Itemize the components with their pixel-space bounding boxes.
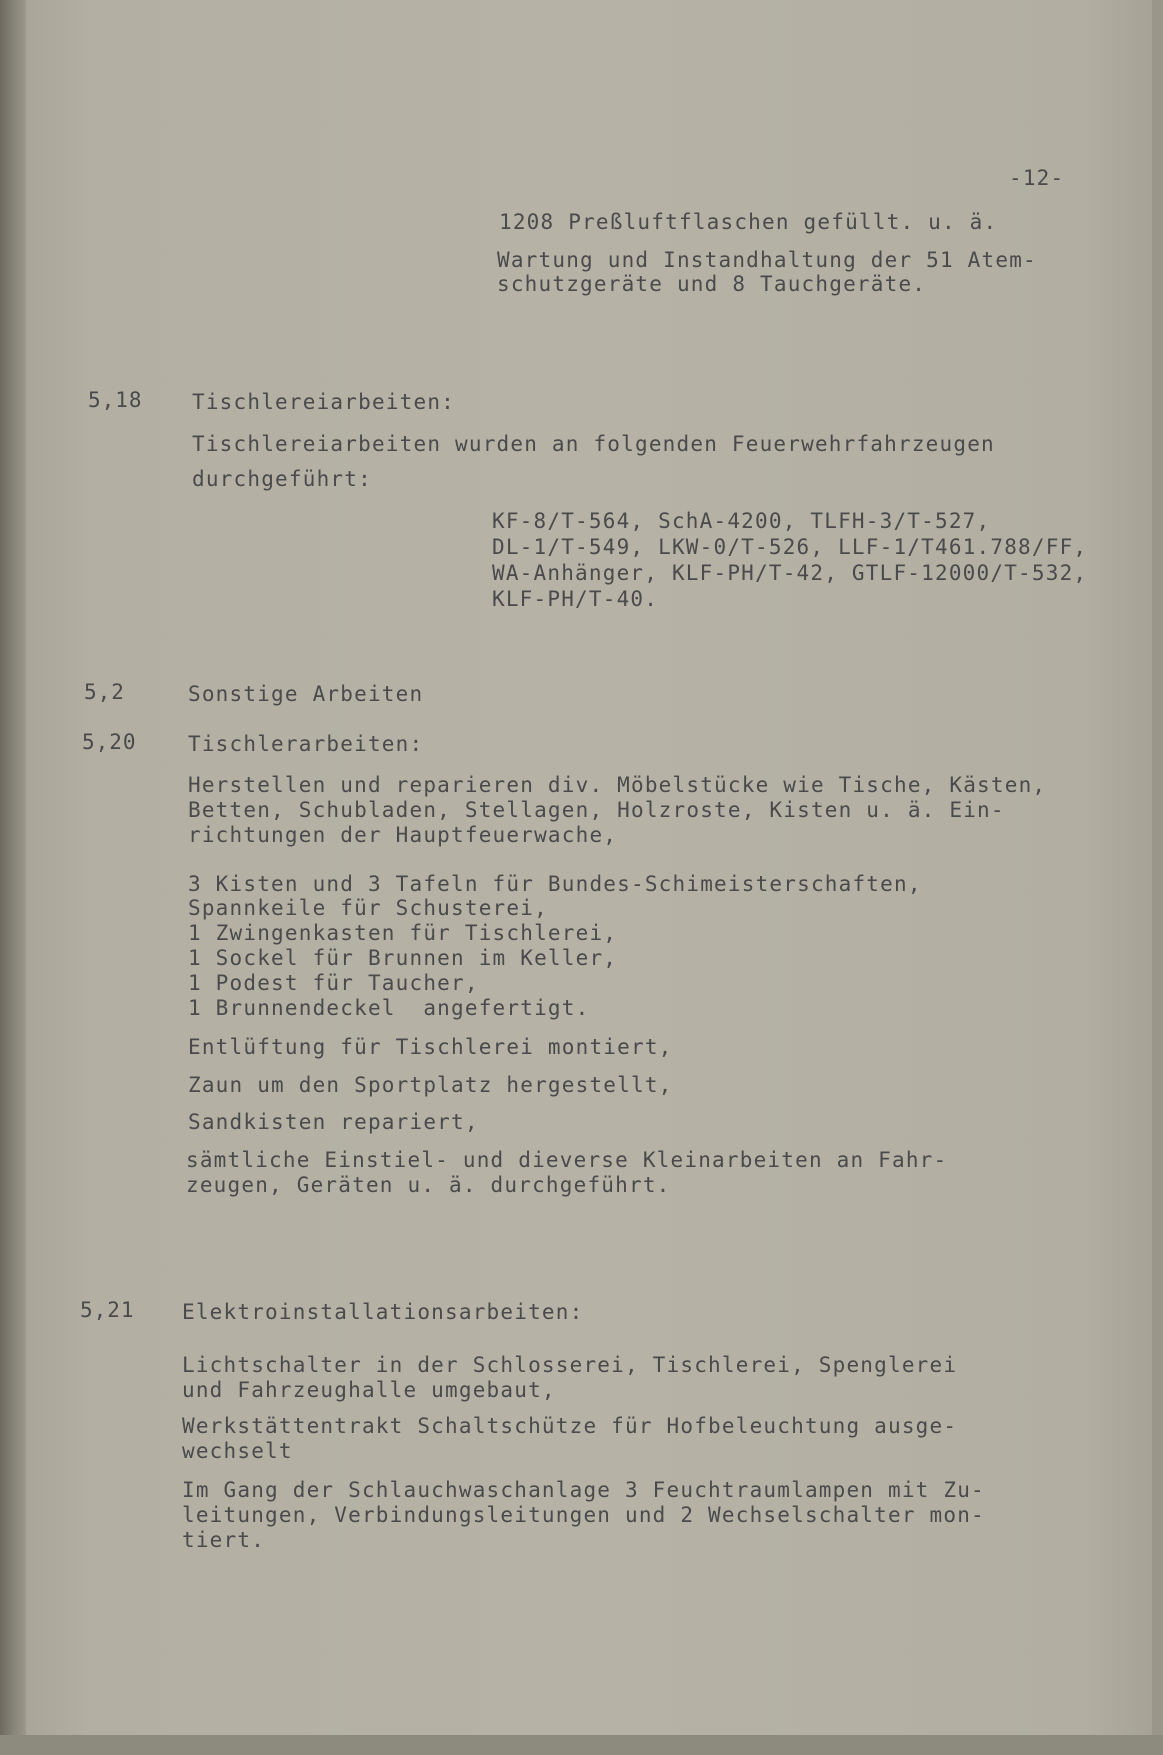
section-5-20-item: 1 Podest für Taucher, bbox=[188, 971, 479, 995]
section-5-20-para-1-line: Betten, Schubladen, Stellagen, Holzroste, Kisten u. ä. Ein- bbox=[188, 798, 1005, 822]
section-5-21-para-1-line: und Fahrzeughalle umgebaut, bbox=[182, 1378, 556, 1402]
section-5-20-item: 1 Sockel für Brunnen im Keller, bbox=[188, 946, 618, 970]
section-5-21-para-3-line: Im Gang der Schlauchwaschanlage 3 Feuchtraumlampen mit Zu- bbox=[182, 1478, 985, 1502]
section-heading-5-2: Sonstige Arbeiten bbox=[188, 682, 424, 706]
section-heading-5-21: Elektroinstallationsarbeiten: bbox=[182, 1300, 584, 1324]
section-5-20-line-a: Entlüftung für Tischlerei montiert, bbox=[188, 1035, 673, 1059]
section-number-5-2: 5,2 bbox=[84, 680, 125, 704]
section-5-21-para-3-line: tiert. bbox=[182, 1528, 266, 1552]
section-5-20-para-3-line: sämtliche Einstiel- und dieverse Kleinarbeiten an Fahr- bbox=[186, 1148, 948, 1172]
page-bottom-edge bbox=[0, 1735, 1163, 1755]
section-5-20-line-b: Zaun um den Sportplatz hergestellt, bbox=[188, 1073, 673, 1097]
section-5-20-item: 1 Brunnendeckel angefertigt. bbox=[188, 996, 590, 1020]
section-5-18-text-2: durchgeführt: bbox=[192, 467, 372, 491]
section-5-20-item: 3 Kisten und 3 Tafeln für Bundes-Schimeisterschaften, bbox=[188, 872, 922, 896]
binding-spine bbox=[0, 0, 26, 1755]
section-5-20-para-3-line: zeugen, Geräten u. ä. durchgeführt. bbox=[186, 1173, 671, 1197]
section-5-20-para-1-line: Herstellen und reparieren div. Möbelstücke wie Tische, Kästen, bbox=[188, 773, 1047, 797]
section-heading-5-20: Tischlerarbeiten: bbox=[188, 732, 424, 756]
document-page bbox=[26, 0, 1152, 1735]
section-5-20-item: Spannkeile für Schusterei, bbox=[188, 896, 548, 920]
section-5-21-para-2-line: Werkstättentrakt Schaltschütze für Hofbeleuchtung ausge- bbox=[182, 1414, 958, 1438]
section-5-20-item: 1 Zwingenkasten für Tischlerei, bbox=[188, 921, 618, 945]
section-5-20-line-c: Sandkisten repariert, bbox=[188, 1110, 479, 1134]
section-heading-5-18: Tischlereiarbeiten: bbox=[192, 390, 456, 414]
vehicle-list-line: WA-Anhänger, KLF-PH/T-42, GTLF-12000/T-532, bbox=[492, 561, 1088, 585]
section-number-5-21: 5,21 bbox=[80, 1298, 135, 1322]
vehicle-list-line: DL-1/T-549, LKW-0/T-526, LLF-1/T461.788/FF, bbox=[492, 535, 1088, 559]
vehicle-list-line: KF-8/T-564, SchA-4200, TLFH-3/T-527, bbox=[492, 509, 991, 533]
intro-line-2: Wartung und Instandhaltung der 51 Atem- bbox=[497, 248, 1037, 272]
section-number-5-20: 5,20 bbox=[82, 730, 137, 754]
section-5-21-para-3-line: leitungen, Verbindungsleitungen und 2 Wechselschalter mon- bbox=[182, 1503, 985, 1527]
section-5-21-para-2-line: wechselt bbox=[182, 1439, 293, 1463]
section-5-20-para-1-line: richtungen der Hauptfeuerwache, bbox=[188, 823, 618, 847]
section-number-5-18: 5,18 bbox=[88, 388, 143, 412]
intro-line-1: 1208 Preßluftflaschen gefüllt. u. ä. bbox=[499, 210, 998, 234]
section-5-18-text-1: Tischlereiarbeiten wurden an folgenden Feuerwehrfahrzeugen bbox=[192, 432, 995, 456]
section-5-21-para-1-line: Lichtschalter in der Schlosserei, Tischlerei, Spenglerei bbox=[182, 1353, 958, 1377]
intro-line-3: schutzgeräte und 8 Tauchgeräte. bbox=[497, 272, 927, 296]
page-number: -12- bbox=[1009, 166, 1065, 190]
vehicle-list-line: KLF-PH/T-40. bbox=[492, 587, 659, 611]
